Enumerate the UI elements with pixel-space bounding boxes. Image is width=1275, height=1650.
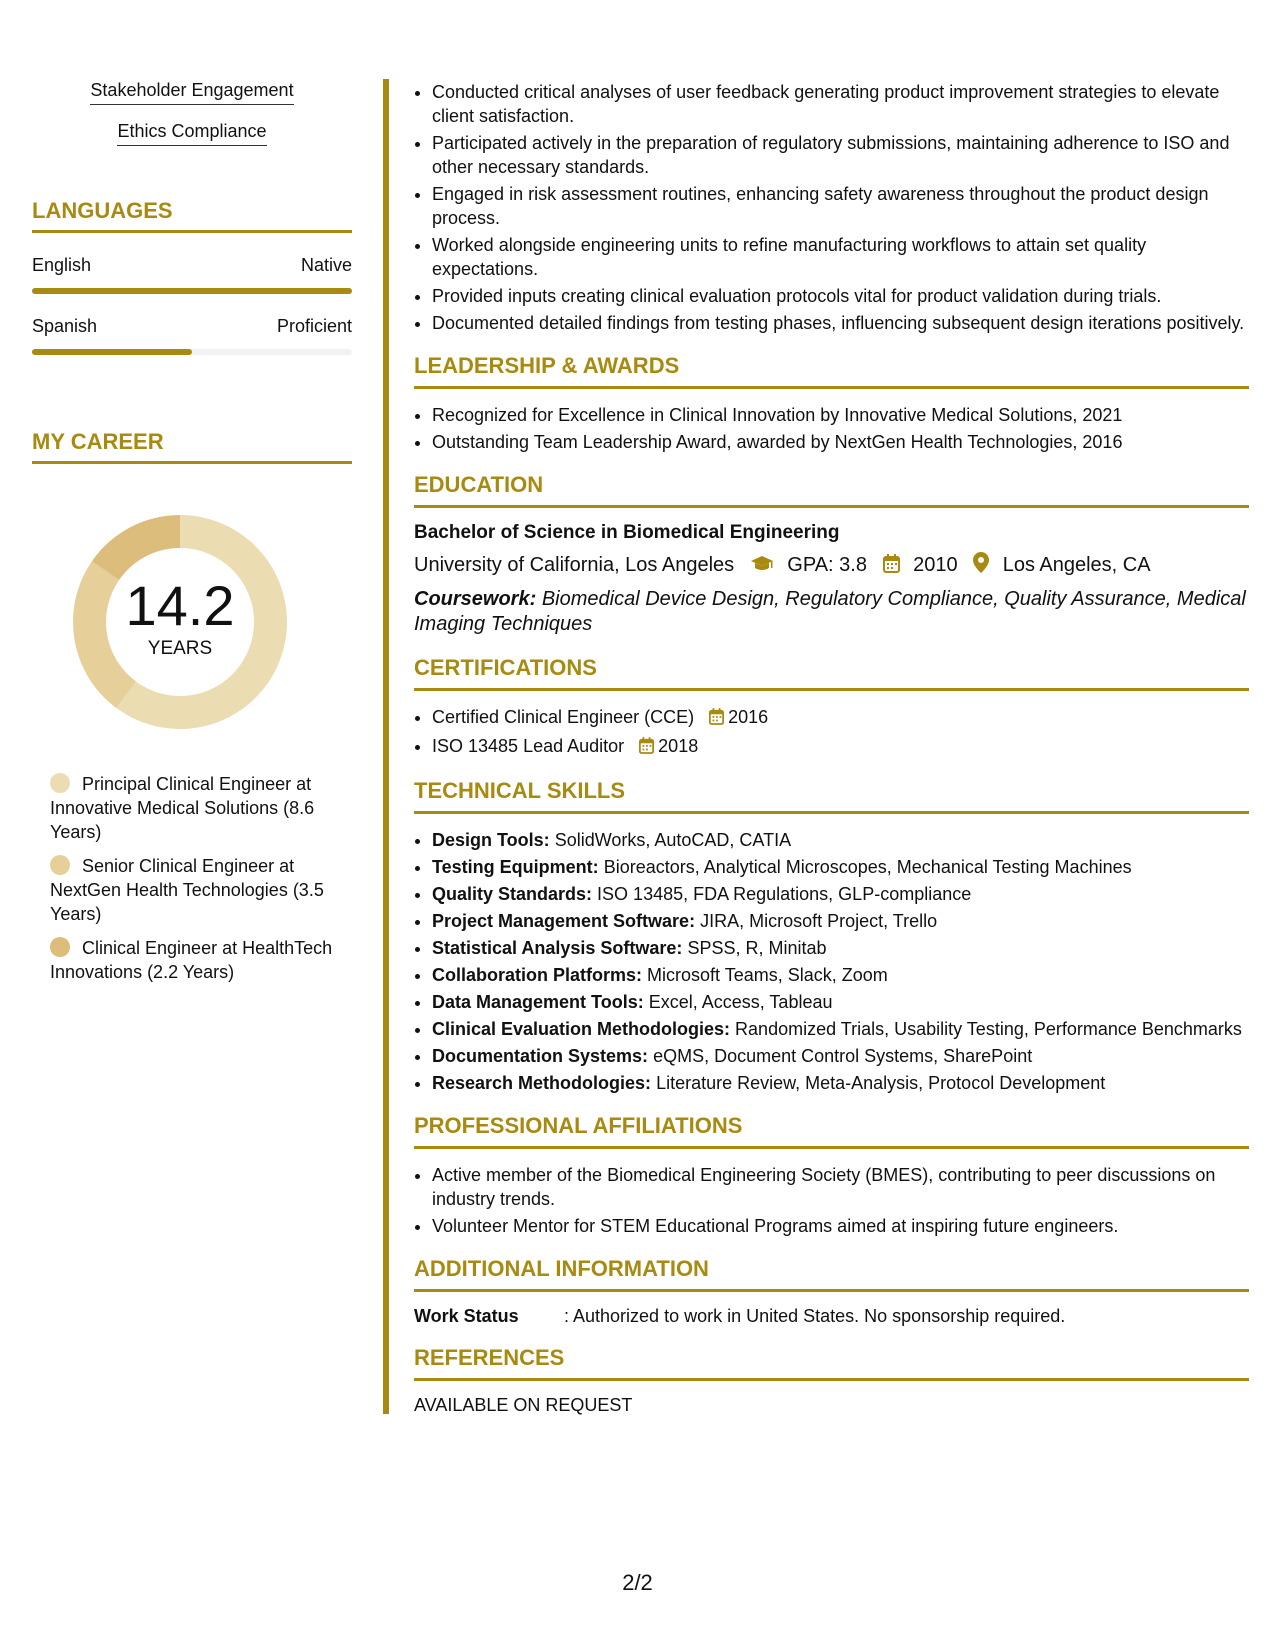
certifications-heading: CERTIFICATIONS — [414, 655, 1249, 691]
certification-name: ISO 13485 Lead Auditor — [432, 736, 625, 756]
career-item: Clinical Engineer at HealthTech Innovations (2.2 Years) — [50, 938, 333, 982]
language-level: Proficient — [276, 316, 352, 336]
coursework-text: Biomedical Device Design, Regulatory Compliance, Quality Assurance, Medical Imaging Techniques — [414, 588, 1246, 635]
list-item: • Participated actively in the preparation of regulatory submissions, maintaining adherence to ISO and other necessary standards. — [432, 131, 1249, 179]
graduation-cap-icon — [750, 555, 774, 579]
education-details — [414, 552, 1249, 579]
list-item: • Data Management Tools: Excel, Access, Tableau — [432, 990, 1249, 1014]
legend-dot-icon — [50, 855, 70, 875]
list-item: • Clinical Evaluation Methodologies: Randomized Trials, Usability Testing, Performance Benchmarks — [432, 1017, 1249, 1041]
career-total-years: 14.2 — [125, 574, 235, 637]
work-status-label: Work Status — [414, 1306, 519, 1326]
education-coursework — [414, 587, 1249, 637]
legend-dot-icon — [50, 937, 70, 957]
certification-name: Certified Clinical Engineer (CCE) — [432, 707, 695, 727]
education-year: 2010 — [913, 554, 958, 576]
language-item — [32, 255, 352, 294]
languages-heading: LANGUAGES — [32, 198, 352, 233]
references-text: AVAILABLE ON REQUEST — [414, 1395, 633, 1415]
list-item: • Outstanding Team Leadership Award, awarded by NextGen Health Technologies, 2016 — [432, 430, 1249, 454]
skill-tag: Ethics Compliance — [32, 121, 352, 146]
list-item — [432, 734, 1249, 760]
list-item: • Collaboration Platforms: Microsoft Teams, Slack, Zoom — [432, 963, 1249, 987]
references-heading: REFERENCES — [414, 1345, 1249, 1381]
career-item: Senior Clinical Engineer at NextGen Health Technologies (3.5 Years) — [50, 856, 324, 924]
list-item: • Recognized for Excellence in Clinical Innovation by Innovative Medical Solutions, 2021 — [432, 403, 1249, 427]
language-name: Spanish — [32, 316, 98, 336]
technical-skills-heading: TECHNICAL SKILLS — [414, 778, 1249, 814]
list-item: • Conducted critical analyses of user feedback generating product improvement strategies to elevate client satisfaction. — [432, 80, 1249, 128]
career-years-unit: YEARS — [147, 638, 213, 659]
affiliations-list — [414, 1163, 1249, 1238]
list-item: • Research Methodologies: Literature Review, Meta-Analysis, Protocol Development — [432, 1071, 1249, 1095]
education-location: Los Angeles, CA — [1002, 554, 1151, 576]
list-item: • Statistical Analysis Software: SPSS, R, Minitab — [432, 936, 1249, 960]
list-item — [432, 705, 1249, 731]
leadership-heading: LEADERSHIP & AWARDS — [414, 353, 1249, 389]
additional-info-heading: ADDITIONAL INFORMATION — [414, 1256, 1249, 1292]
list-item: • Provided inputs creating clinical evaluation protocols vital for product validation during trials. — [432, 284, 1249, 308]
calendar-icon — [709, 707, 724, 731]
work-status-value: : Authorized to work in United States. No sponsorship required. — [564, 1306, 1066, 1326]
list-item: • Documented detailed findings from testing phases, influencing subsequent design iterations positively. — [432, 311, 1249, 335]
language-proficiency-bar — [32, 349, 352, 355]
calendar-icon — [883, 554, 900, 579]
main-column — [414, 80, 1249, 1416]
list-item: • Active member of the Biomedical Engineering Society (BMES), contributing to peer discussions on industry trends. — [432, 1163, 1249, 1211]
education-gpa: GPA: 3.8 — [787, 554, 867, 576]
list-item: • Engaged in risk assessment routines, enhancing safety awareness throughout the product design process. — [432, 182, 1249, 230]
legend-dot-icon — [50, 773, 70, 793]
technical-skills-list — [414, 828, 1249, 1095]
list-item: • Project Management Software: JIRA, Microsoft Project, Trello — [432, 909, 1249, 933]
certification-year: 2016 — [728, 707, 769, 727]
skill-tag: Stakeholder Engagement — [32, 80, 352, 105]
list-item: • Documentation Systems: eQMS, Document Control Systems, SharePoint — [432, 1044, 1249, 1068]
career-donut-chart — [66, 508, 294, 736]
location-pin-icon — [973, 552, 989, 579]
education-degree: Bachelor of Science in Biomedical Engineering — [414, 522, 840, 543]
sidebar — [32, 80, 352, 994]
certification-year: 2018 — [658, 736, 699, 756]
language-item — [32, 316, 352, 355]
experience-bullets — [414, 80, 1249, 335]
career-legend — [50, 772, 352, 984]
list-item: • Design Tools: SolidWorks, AutoCAD, CATIA — [432, 828, 1249, 852]
education-heading: EDUCATION — [414, 472, 1249, 508]
list-item: • Volunteer Mentor for STEM Educational Programs aimed at inspiring future engineers. — [432, 1214, 1249, 1238]
language-proficiency-fill — [32, 349, 192, 355]
affiliations-heading: PROFESSIONAL AFFILIATIONS — [414, 1113, 1249, 1149]
career-heading: MY CAREER — [32, 429, 352, 464]
list-item: • Testing Equipment: Bioreactors, Analytical Microscopes, Mechanical Testing Machines — [432, 855, 1249, 879]
column-divider — [383, 79, 389, 1414]
language-level: Native — [300, 255, 352, 275]
list-item: • Worked alongside engineering units to refine manufacturing workflows to attain set quality expectations. — [432, 233, 1249, 281]
work-status-row — [414, 1306, 1249, 1327]
language-proficiency-fill — [32, 288, 352, 294]
career-item: Principal Clinical Engineer at Innovative Medical Solutions (8.6 Years) — [50, 774, 315, 842]
coursework-label: Coursework: — [414, 588, 537, 610]
language-name: English — [32, 255, 92, 275]
leadership-list — [414, 403, 1249, 454]
calendar-icon — [639, 736, 654, 760]
education-school: University of California, Los Angeles — [414, 554, 735, 576]
page-number: 2/2 — [622, 1570, 653, 1595]
language-proficiency-bar — [32, 288, 352, 294]
list-item: • Quality Standards: ISO 13485, FDA Regulations, GLP-compliance — [432, 882, 1249, 906]
certifications-list — [414, 705, 1249, 760]
